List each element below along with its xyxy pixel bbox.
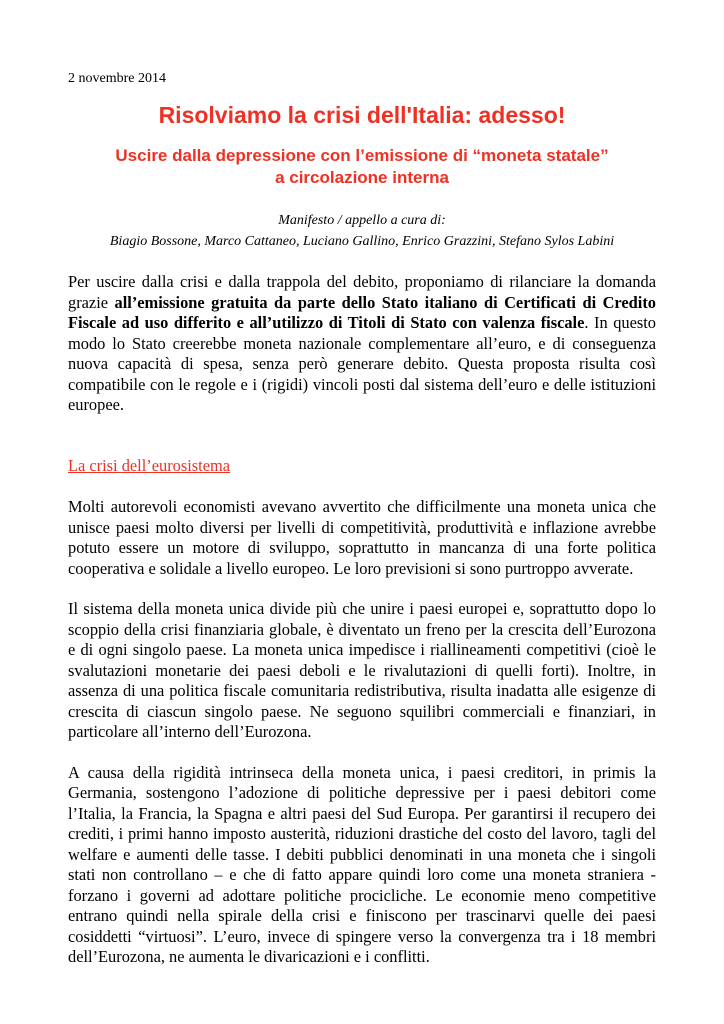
body-paragraph-3: A causa della rigidità intrinseca della moneta unica, i paesi creditori, in primis la Germania, sostengono l’adozione di politiche depressive per i paesi debitori come l’Italia, la Francia, la Spagna e altri paesi del Sud Europa. Per garantirsi il recupero dei crediti, i primi hanno imposto austerità, riduzioni drastiche del costo del lavoro, tagli del welfare e aumenti delle tasse. I debiti pubblici denominati in una moneta che i singoli stati non controllano – e che di fatto appare quindi loro come una moneta straniera - forzano i governi ad adottare politiche procicliche. Le economie meno competitive entrano quindi nella spirale della crisi e finiscono per trascinarvi quelle dei paesi cosiddetti “virtuosi”. L’euro, invece di spingere verso la convergenza tra i 18 membri dell’Eurozona, ne aumenta le divaricazioni e i conflitti. <box>68 762 656 966</box>
subtitle-line-2: a circolazione interna <box>275 168 449 187</box>
intro-bold-proposal: all’emissione gratuita da parte dello Stato italiano di Certificati di Credito Fiscale ad uso differito e all’utilizzo di Titoli di Stato con valenza fiscale <box>68 292 657 332</box>
document-subtitle <box>68 145 656 189</box>
body-paragraph-2: Il sistema della moneta unica divide più che unire i paesi europei e, soprattutto dopo lo scoppio della crisi finanziaria globale, è diventato un freno per la crescita dell’Eurozona e di ogni singolo paese. La moneta unica impedisce i riallineamenti competitivi (cioè le svalutazioni monetarie dei paesi deboli e le rivalutazioni di quelli forti). Inoltre, in assenza di una politica fiscale comunitaria redistributiva, risulta inadatta alle esigenze di crescita di ciascun singolo paese. Ne seguono squilibri commerciali e finanziari, in particolare all’interno dell’Eurozona. <box>68 599 656 741</box>
body-paragraph-1: Molti autorevoli economisti avevano avvertito che difficilmente una moneta unica che unisce paesi molto diversi per livelli di competitività, produttività e inflazione avrebbe potuto essere un motore di sviluppo, soprattutto in mancanza di una forte politica cooperativa e solidale a livello europeo. Le loro previsioni si sono purtroppo avverate. <box>68 497 656 578</box>
section-heading-eurosistema: La crisi dell’eurosistema <box>68 455 231 475</box>
subtitle-line-1: Uscire dalla depressione con l’emissione di “moneta statale” <box>115 146 609 165</box>
authors-caption: Manifesto / appello a cura di: <box>278 213 446 228</box>
document-date: 2 novembre 2014 <box>68 71 166 86</box>
authors-block <box>68 210 656 252</box>
authors-names: Biagio Bossone, Marco Cattaneo, Luciano Gallino, Enrico Grazzini, Stefano Sylos Labini <box>109 234 615 249</box>
intro-paragraph <box>68 272 656 416</box>
document-title: Risolviamo la crisi dell'Italia: adesso! <box>158 102 566 128</box>
intro-text-end: . In questo modo lo Stato creerebbe moneta nazionale complementare all’euro, e di conseguenza nuova capacità di spesa, senza però generare debito. Questa proposta risulta così compatibile con le regole e i (rigidi) vincoli posti dal sistema dell’euro e delle istituzioni europee. <box>68 313 656 414</box>
intro-text-start: Per uscire dalla crisi e dalla trappola del debito, proponiamo di rilanciare la domanda grazie <box>68 272 656 312</box>
